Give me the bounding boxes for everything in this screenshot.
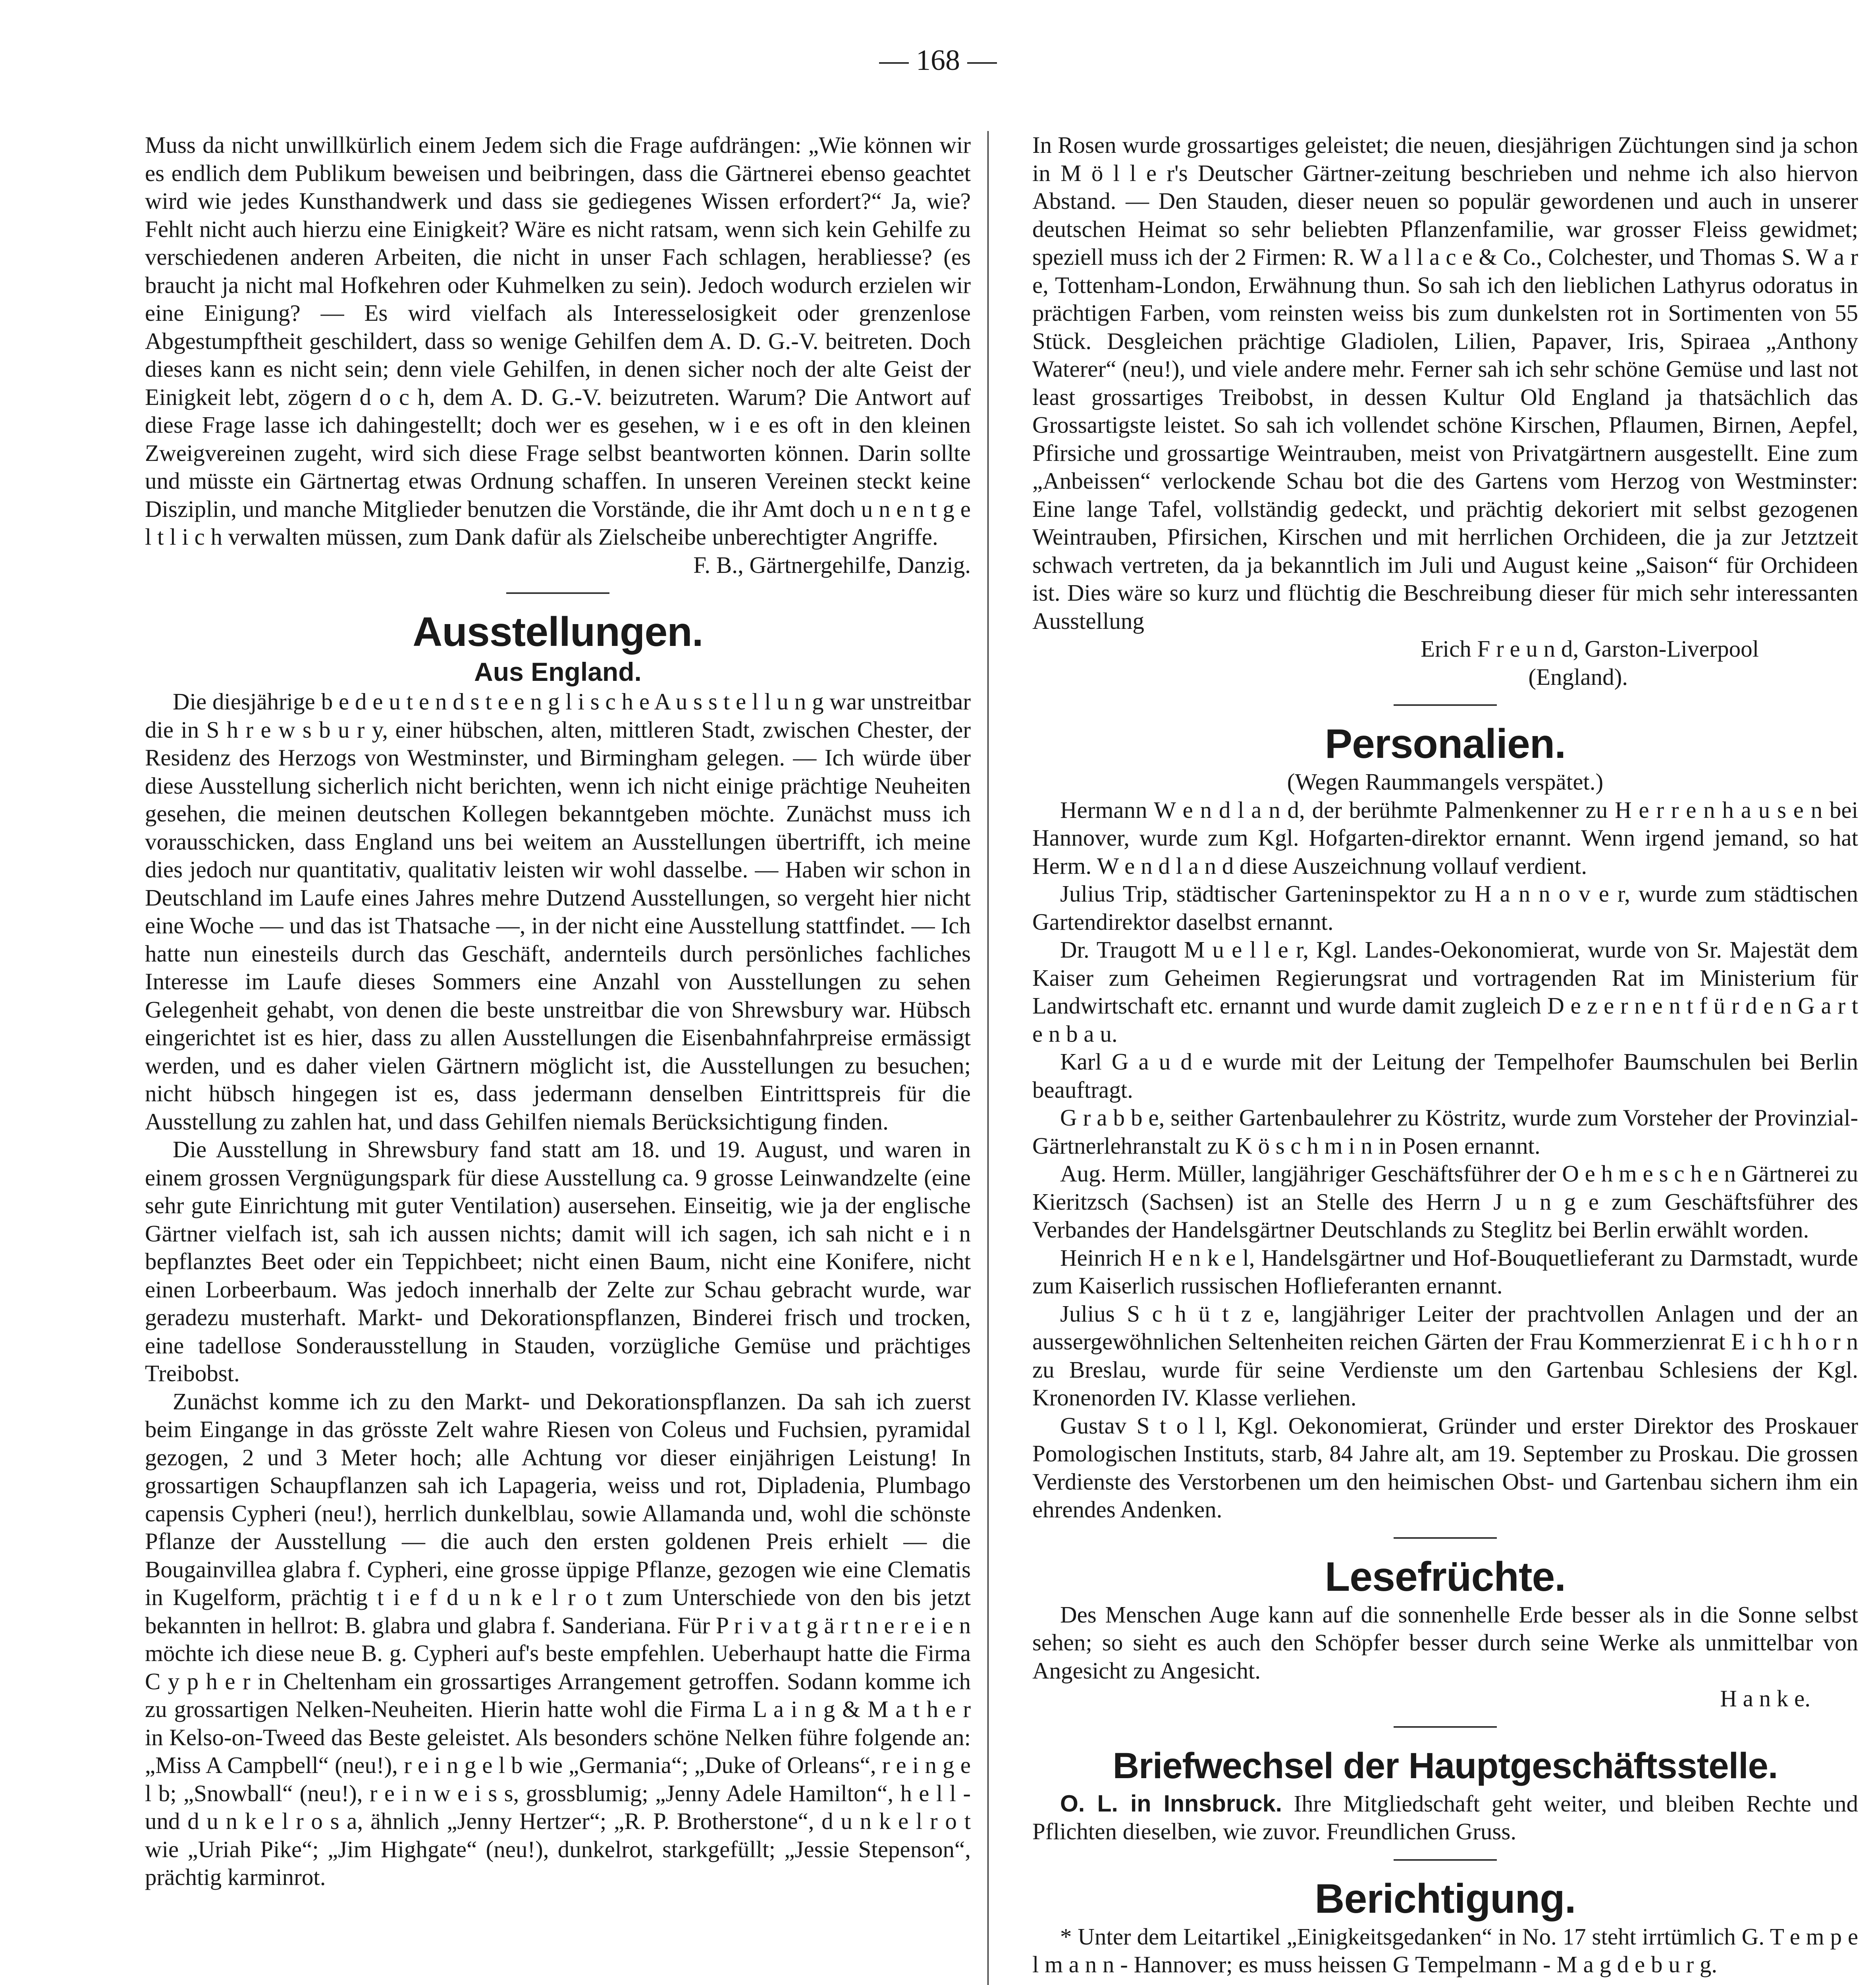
section-heading-ausstellungen: Ausstellungen. [413, 609, 703, 655]
section-separator [1394, 704, 1497, 706]
personalien-item: Karl G a u d e wurde mit der Leitung der Tempelhofer Baumschulen bei Berlin beauftragt. [1032, 1048, 1858, 1103]
article-signature-country: (England). [1528, 663, 1628, 690]
personalien-item: Julius Trip, städtischer Garteninspektor zu H a n n o v e r, wurde zum städtischen Gartendirektor daselbst ernannt. [1032, 881, 1858, 935]
section-separator [506, 592, 609, 594]
personalien-item: G r a b b e, seither Gartenbaulehrer zu Köstritz, wurde zum Vorsteher der Provinzial-Gärtnerlehranstalt zu K ö s c h m i n in Posen ernannt. [1032, 1104, 1858, 1159]
personalien-item: Heinrich H e n k e l, Handelsgärtner und Hof-Bouquetlieferant zu Darmstadt, wurde zum Kaiserlich russischen Hoflieferanten ernannt. [1032, 1244, 1858, 1299]
letter-signature: F. B., Gärtnergehilfe, Danzig. [693, 551, 971, 578]
article-paragraph: Die Ausstellung in Shrewsbury fand statt am 18. und 19. August, und waren in einem grossen Vergnügungspark für diese Ausstellung ca. 9 grosse Leinwandzelte (eine sehr gute Einrichtung mit guter Ventilation) ausersehen. Einseitig, wie ja der englische Gärtner vielfach ist, sah ich aussen nichts; damit will ich sagen, ich sah nicht e i n bepflanztes Beet oder ein Teppichbeet; nicht einen Baum, nicht eine Konifere, nicht einen Lorbeerbaum. Was jedoch innerhalb der Zelte zur Schau gebracht wurde, war geradezu musterhaft. Markt- und Dekorationspflanzen, Binderei frisch und trocken, eine tadellose Sonderausstellung in Stauden, vorzügliche Gemüse und prächtiges Treibobst. [145, 1136, 971, 1386]
briefwechsel-recipient: O. L. in Innsbruck. [1060, 1790, 1282, 1817]
section-separator [1394, 1726, 1497, 1728]
personalien-note: (Wegen Raummangels verspätet.) [1287, 769, 1604, 795]
berichtigung-text: * Unter dem Leitartikel „Einigkeitsgedanken“ in No. 17 steht irrtümlich G. T e m p e l m a n n - Hannover; es muss heissen G Tempelmann - M a g d e b u r g. [1032, 1923, 1858, 1977]
briefwechsel-body: Ihre Mitgliedschaft geht weiter, und bleiben Rechte und Pflichten dieselben, wie zuvor. Freundlichen Gruss. [1032, 1790, 1858, 1844]
section-separator [1394, 1859, 1497, 1861]
article-paragraph: Die diesjährige b e d e u t e n d s t e e n g l i s c h e A u s s t e l l u n g war unstreitbar die in S h r e w s b u r y, einer hübschen, alten, mittleren Stadt, zwischen Chester, der Residenz des Herzogs von Westminster, und Birmingham gelegen. — Ich würde über diese Ausstellung sicherlich nicht berichten, wenn ich nicht einige prächtige Neuheiten gesehen, die meinen deutschen Kollegen bekanntgeben möchte. Zunächst muss ich vorausschicken, dass England uns bei weitem an Ausstellungen übertrifft, ich meine dies jedoch nur quantitativ, qualitativ leisten wir wohl dasselbe. — Haben wir schon in Deutschland im Laufe eines Jahres mehre Dutzend Ausstellungen, so vergeht hier nicht eine Woche — und das ist Thatsache —, in der nicht eine Ausstellung stattfindet. — Ich hatte nun einesteils durch das Geschäft, andernteils durch persönliches fachliches Interesse im Laufe dieses Sommers eine Anzahl von Ausstellungen zu sehen Gelegenheit gehabt, von denen die beste unstreitbar die von Shrewsbury war. Hübsch eingerichtet ist es hier, dass zu allen Ausstellungen die Eisenbahnfahrpreise ermässigt werden, und es daher vielen Gärtnern möglicht ist, die Ausstellungen zu besuchen; nicht hübsch hingegen ist es, dass jedermann denselben Eintrittspreis für die Ausstellung zu zahlen hat, und dass Gehilfen niemals Berücksichtigung finden. [145, 688, 971, 1135]
lesefruechte-text: Des Menschen Auge kann auf die sonnenhelle Erde besser als in die Sonne selbst sehen; so sieht es auch den Schöpfer besser durch seine Werke als unmittelbar von Angesicht zu Angesicht. [1032, 1601, 1858, 1684]
section-heading-lesefruechte: Lesefrüchte. [1325, 1553, 1566, 1600]
article-signature: Erich F r e u n d, Garston-Liverpool [1420, 636, 1759, 662]
article-paragraph: In Rosen wurde grossartiges geleistet; die neuen, diesjährigen Züchtungen sind ja schon in M ö l l e r's Deutscher Gärtner-zeitung beschrieben und nehme ich also hiervon Abstand. — Den Stauden, dieser neuen so populär gewordenen und auch in unserer deutschen Heimat so sehr beliebten Pflanzenfamilie, war grosser Fleiss gewidmet; speziell muss ich der 2 Firmen: R. W a l l a c e & Co., Colchester, und Thomas S. W a r e, Tottenham-London, Erwähnung thun. So sah ich den lieblichen Lathyrus odoratus in prächtigen Farben, vom reinsten weiss bis zum dunkelsten rot in Sortimenten von 55 Stück. Desgleichen prächtige Gladiolen, Lilien, Papaver, Iris, Spiraea „Anthony Waterer“ (neu!), und viele andere mehr. Ferner sah ich sehr schöne Gemüse und last not least grossartiges Treibobst, in dessen Kultur Old England ja thatsächlich das Grossartigste leistet. So sah ich vollendet schöne Kirschen, Pflaumen, Birnen, Aepfel, Pfirsiche und grossartige Weintrauben, meist von Privatgärtnern ausgestellt. Eine zum „Anbeissen“ verlockende Schau bot die des Gartens vom Herzog von Westminster: Eine lange Tafel, vollständig gedeckt, und prächtig dekoriert mit selbst gezogenen Weintrauben, Pfirsichen, Kirschen und mit herrlichen Orchideen, die ja zur Jetztzeit schwach vertreten, da ja bekanntlich im Juli und August keine „Saison“ für Orchideen ist. Dies wäre so kurz und flüchtig die Beschreibung dieser für mich sehr interessanten Ausstellung [1032, 132, 1858, 634]
lesefruechte-signature: H a n k e. [1720, 1685, 1810, 1711]
right-column [1032, 131, 1858, 1979]
subheading-aus-england: Aus England. [474, 657, 642, 686]
briefwechsel-text [1032, 1790, 1858, 1846]
section-heading-briefwechsel: Briefwechsel der Hauptgeschäftsstelle. [1112, 1745, 1778, 1786]
section-separator [1394, 1537, 1497, 1539]
section-heading-personalien: Personalien. [1325, 721, 1566, 767]
personalien-item: Aug. Herm. Müller, langjähriger Geschäftsführer der O e h m e s c h e n Gärtnerei zu Kieritzsch (Sachsen) ist an Stelle des Herrn J u n g e zum Geschäftsführer des Verbandes der Handelsgärtner Deutschlands zu Steglitz bei Berlin erwählt worden. [1032, 1160, 1858, 1243]
left-column [145, 131, 971, 1891]
personalien-item: Julius S c h ü t z e, langjähriger Leiter der prachtvollen Anlagen und der an aussergewöhnlichen Seltenheiten reichen Gärten der Frau Kommerzienrat E i c h h o r n zu Breslau, wurde für seine Verdienste um den Gartenbau Schlesiens der Kgl. Kronenorden IV. Klasse verliehen. [1032, 1300, 1858, 1411]
section-heading-berichtigung: Berichtigung. [1315, 1875, 1576, 1922]
page-number: — 168 — [879, 44, 997, 77]
letter-paragraph: Muss da nicht unwillkürlich einem Jedem sich die Frage aufdrängen: „Wie können wir es endlich dem Publikum beweisen und beibringen, dass die Gärtnerei ebenso geachtet wird wie jedes Kunsthandwerk und dass sie gediegenes Wissen erfordert?“ Ja, wie? Fehlt nicht auch hierzu eine Einigkeit? Wäre es nicht ratsam, wenn sich kein Gehilfe zu verschiedenen anderen Arbeiten, die nicht in unser Fach schlagen, herabliesse? (es braucht ja nicht mal Hofkehren oder Kuhmelken zu sein). Jedoch wodurch erzielen wir eine Einigung? — Es wird vielfach als Interesselosigkeit oder grenzenlose Abgestumpftheit geschildert, dass so wenige Gehilfen dem A. D. G.-V. beitreten. Doch dieses kann es nicht sein; denn viele Gehilfen, in denen sicher noch der alte Geist der Einigkeit lebt, zögern d o c h, dem A. D. G.-V. beizutreten. Warum? Die Antwort auf diese Frage lasse ich dahingestellt; doch wer es gesehen, w i e es oft in den kleinen Zweigvereinen zugeht, wird sich diese Frage selbst beantworten können. Darin sollte und müsste ein Gärtnertag etwas Ordnung schaffen. In unseren Vereinen steckt keine Disziplin, und manche Mitglieder benutzen die Vorstände, die ihr Amt doch u n e n t g e l t l i c h verwalten müssen, zum Dank dafür als Zielscheibe unberechtigter Angriffe. [145, 132, 971, 550]
column-divider [987, 131, 989, 1985]
article-paragraph: Zunächst komme ich zu den Markt- und Dekorationspflanzen. Da sah ich zuerst beim Eingange in das grösste Zelt wahre Riesen von Coleus und Fuchsien, pyramidal gezogen, 2 und 3 Meter hoch; alle Achtung vor dieser einjährigen Leistung! In grossartigen Schaupflanzen sah ich Lapageria, weiss und rot, Dipladenia, Plumbago capensis Cypheri (neu!), herrlich dunkelblau, sowie Allamanda und, wohl die schönste Pflanze der Ausstellung — die auch den ersten goldenen Preis erhielt — die Bougainvillea glabra f. Cypheri, eine grosse üppige Pflanze, gezogen wie eine Clematis in Kugelform, prächtig t i e f d u n k e l r o t zum Unterschiede von den bis jetzt bekannten in hellrot: B. glabra und glabra f. Sanderiana. Für P r i v a t g ä r t n e r e i e n möchte ich diese neue B. g. Cypheri auf's beste empfehlen. Ueberhaupt hatte die Firma C y p h e r in Cheltenham ein grossartiges Arrangement getroffen. Sodann komme ich zu grossartigen Nelken-Neuheiten. Hierin hatte wohl die Firma L a i n g & M a t h e r in Kelso-on-Tweed das Beste geleistet. Als besonders schöne Nelken führe folgende an: „Miss A Campbell“ (neu!), r e i n g e l b wie „Germania“; „Duke of Orleans“, r e i n g e l b; „Snowball“ (neu!), r e i n w e i s s, grossblumig; „Jenny Adele Hamilton“, h e l l - und d u n k e l r o s a, ähnlich „Jenny Hertzer“; „R. P. Brotherstone“, d u n k e l r o t wie „Uriah Pike“; „Jim Highgate“ (neu!), dunkelrot, starkgefüllt; „Jessie Stepenson“, prächtig karminrot. [145, 1388, 971, 1890]
personalien-item: Gustav S t o l l, Kgl. Oekonomierat, Gründer und erster Direktor des Proskauer Pomologischen Instituts, starb, 84 Jahre alt, am 19. September zu Proskau. Die grossen Verdienste des Verstorbenen um den heimischen Obst- und Gartenbau sichern ihm ein ehrendes Andenken. [1032, 1412, 1858, 1522]
personalien-item: Dr. Traugott M u e l l e r, Kgl. Landes-Oekonomierat, wurde von Sr. Majestät dem Kaiser zum Geheimen Regierungsrat und vortragenden Rat im Ministerium für Landwirtschaft etc. ernannt und wurde damit zugleich D e z e r n e n t f ü r d e n G a r t e n b a u. [1032, 937, 1858, 1047]
personalien-item: Hermann W e n d l a n d, der berühmte Palmenkenner zu H e r r e n h a u s e n bei Hannover, wurde zum Kgl. Hofgarten-direktor ernannt. Wenn irgend jemand, so hat Herm. W e n d l a n d diese Auszeichnung vollauf verdient. [1032, 796, 1858, 879]
